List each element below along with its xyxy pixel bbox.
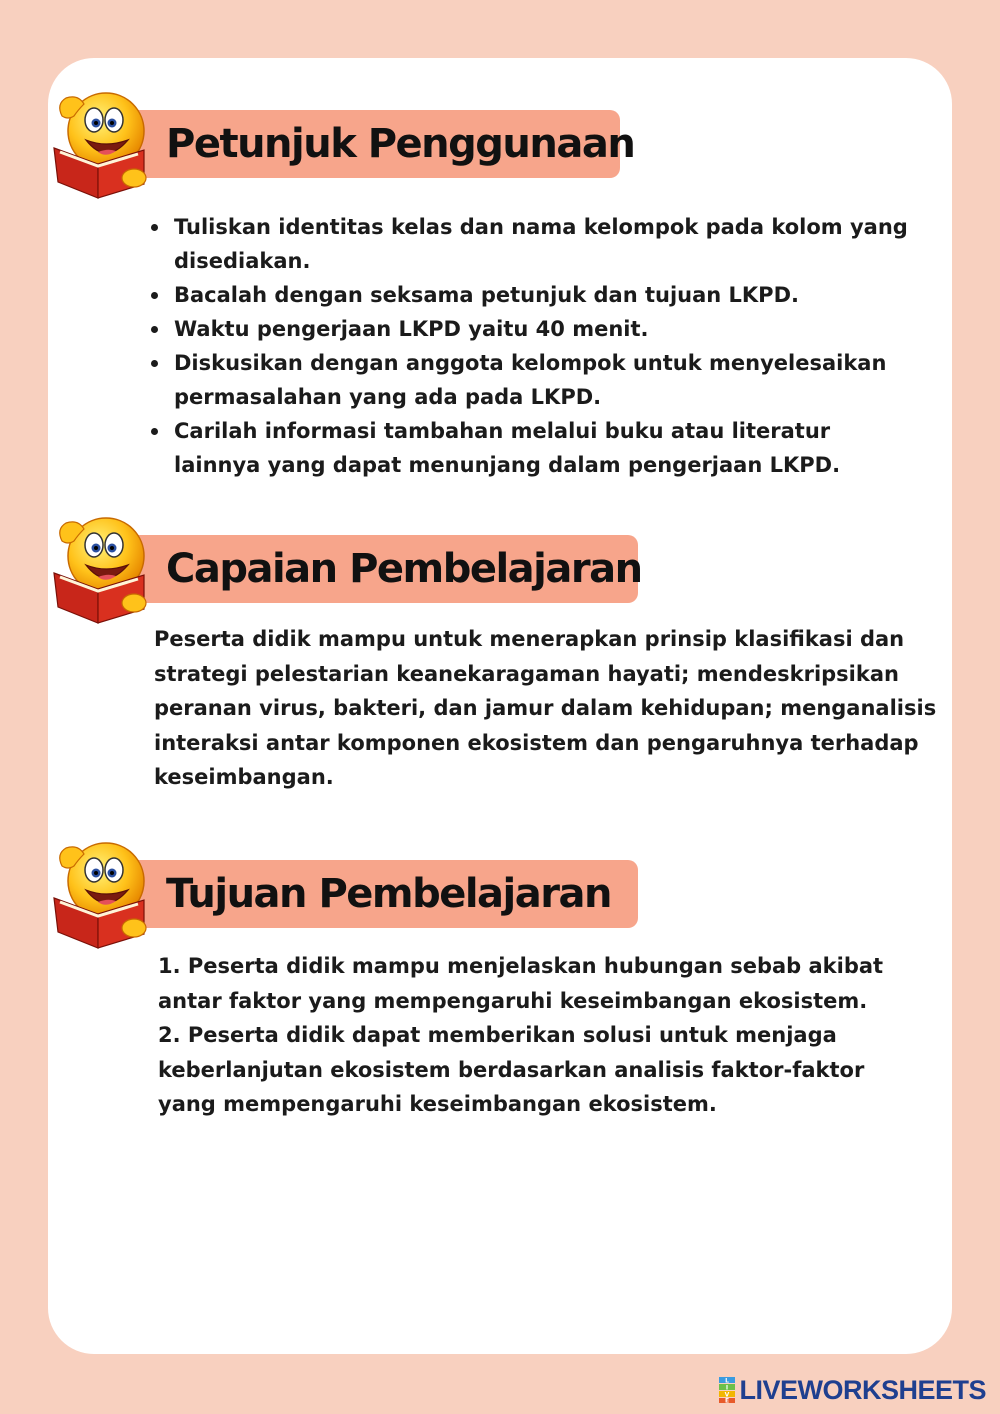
paragraph-line: Peserta didik mampu untuk menerapkan prinsip klasifikasi dan (154, 627, 905, 651)
section-title-tujuan: Tujuan Pembelajaran (166, 871, 611, 917)
paragraph-line: 1. Peserta didik mampu menjelaskan hubungan sebab akibat (158, 954, 884, 978)
paragraph-line: interaksi antar komponen ekosistem dan pengaruhnya terhadap (154, 730, 919, 755)
instruction-list (148, 210, 908, 482)
section-title-petunjuk: Petunjuk Penggunaan (166, 121, 635, 167)
logo-letter: I (726, 1384, 729, 1392)
reading-emoji-icon (48, 511, 158, 626)
paragraph-line: keberlanjutan ekosistem berdasarkan analisis faktor-faktor (158, 1057, 865, 1082)
paragraph-line: peranan virus, bakteri, dan jamur dalam kehidupan; menganalisis (154, 696, 937, 720)
paragraph-line: strategi pelestarian keanekaragaman hayati; mendeskripsikan (154, 661, 899, 686)
list-item: Waktu pengerjaan LKPD yaitu 40 menit. (148, 312, 908, 346)
paragraph-line: 2. Peserta didik dapat memberikan solusi untuk menjaga (158, 1023, 837, 1047)
paragraph-line: antar faktor yang mempengaruhi keseimbangan ekosistem. (158, 988, 868, 1013)
reading-emoji-icon (48, 86, 158, 201)
logo-letter: V (725, 1391, 730, 1399)
reading-emoji-icon (48, 836, 158, 951)
logo-letter: E (725, 1397, 730, 1403)
tujuan-paragraph (158, 949, 883, 1122)
logo-letter: L (725, 1377, 730, 1385)
liveworksheets-watermark[interactable] (719, 1376, 986, 1404)
list-item: Tuliskan identitas kelas dan nama kelompok pada kolom yang disediakan. (148, 210, 908, 278)
list-item: Bacalah dengan seksama petunjuk dan tujuan LKPD. (148, 278, 908, 312)
capaian-paragraph (154, 622, 936, 795)
list-item: Diskusikan dengan anggota kelompok untuk menyelesaikan permasalahan yang ada pada LKPD. (148, 346, 908, 414)
paragraph-line: keseimbangan. (154, 765, 334, 789)
section-title-capaian: Capaian Pembelajaran (166, 546, 642, 592)
list-item: Carilah informasi tambahan melalui buku atau literatur lainnya yang dapat menunjang dalam pengerjaan LKPD. (148, 414, 908, 482)
brand-name: LIVEWORKSHEETS (739, 1375, 986, 1405)
paragraph-line: yang mempengaruhi keseimbangan ekosistem. (158, 1092, 717, 1116)
liveworksheets-logo-icon (719, 1377, 735, 1403)
